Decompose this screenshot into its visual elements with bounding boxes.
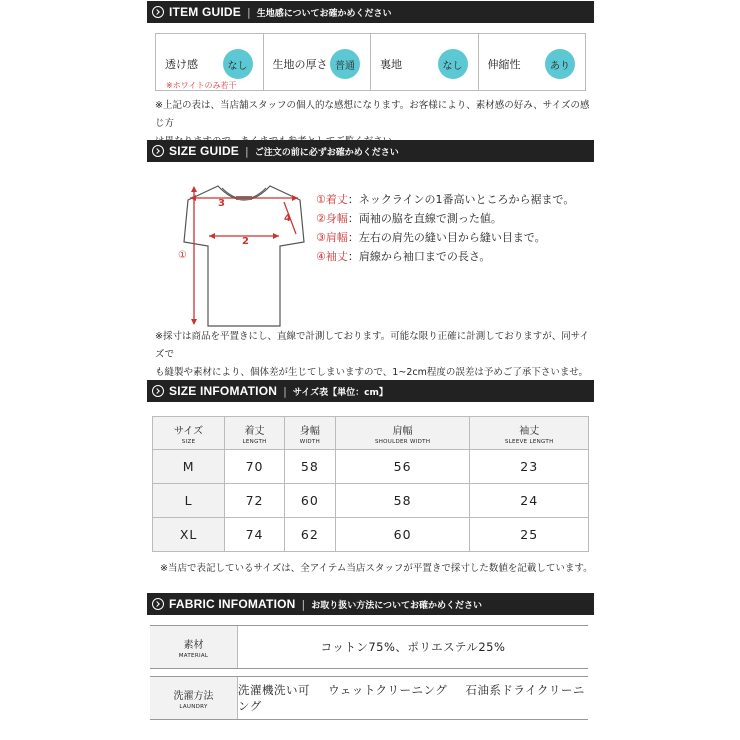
section-subtitle: お取り扱い方法についてお確かめください [311,600,483,611]
size-guide-header: SIZE GUIDE | ご注文の前に必ずお確かめください [147,140,594,162]
note-line: も縫製や素材により、個体差が生じてしまいますので、1~2cm程度の誤差は予めご了承下さいませ。 [155,367,589,378]
guide-label: 伸縮性 [487,58,521,71]
measure-label-4: 4 [284,213,291,224]
material-row [150,625,588,669]
guide-note: ※ホワイトのみ若干 [166,81,237,90]
column-header: サイズ SIZE [153,417,225,450]
legend-item: ④袖丈：肩線から袖口までの長さ。 [316,250,491,263]
measurement-legend [316,190,574,266]
section-subtitle: 生地感についてお確かめください [256,8,392,19]
table-cell: 70 [225,450,285,484]
table-cell: XL [153,518,225,552]
column-header: 着丈 LENGTH [225,417,285,450]
laundry-row [150,676,588,720]
column-header: 身幅 WIDTH [284,417,335,450]
table-cell: 58 [284,450,335,484]
measure-label-1: ① [178,250,187,261]
guide-cell-thickness [264,34,372,90]
chevron-circle-icon [152,145,164,157]
item-guide-header: ITEM GUIDE | 生地感についてお確かめください [147,1,594,23]
guide-cell-stretch [479,34,586,90]
column-header: 肩幅 SHOULDER WIDTH [335,417,470,450]
material-value: コットン75%、ポリエステル25% [320,640,506,654]
note-line: ※上記の表は、当店舗スタッフの個人的な感想になります。お客様により、素材感の好み、サイズの感じ方 [155,100,590,129]
table-cell: L [153,484,225,518]
table-cell: 24 [470,484,589,518]
tshirt-diagram [172,180,307,330]
table-cell: 62 [284,518,335,552]
size-guide-note [155,328,595,382]
section-subtitle: ご注文の前に必ずお確かめください [254,147,399,158]
size-table [152,416,589,552]
section-title: FABRIC INFOMATION [169,597,296,611]
note-line: ※当店で表記しているサイズは、全アイテム当店スタッフが平置きで採寸した数値を記載しています。 [160,563,593,574]
guide-cell-lining [371,34,479,90]
measure-label-3: 3 [218,198,225,209]
note-line: ※採寸は商品を平置きにし、直線で計測しております。可能な限り正確に計測しておりますが、同サイズで [155,331,590,360]
guide-badge: なし [223,49,253,79]
section-title: ITEM GUIDE [169,5,242,19]
section-title: SIZE GUIDE [169,144,240,158]
guide-badge: なし [438,49,468,79]
table-cell: 23 [470,450,589,484]
item-guide-table [155,33,586,91]
table-row [153,450,589,484]
table-header-row [153,417,589,450]
legend-item: ③肩幅：左右の肩先の縫い目から縫い目まで。 [316,231,546,244]
chevron-circle-icon [152,385,164,397]
chevron-circle-icon [152,6,164,18]
guide-cell-transparency [156,34,264,90]
table-cell: 74 [225,518,285,552]
table-cell: 72 [225,484,285,518]
guide-badge: あり [545,49,575,79]
section-subtitle: サイズ表【単位：cm】 [292,387,388,398]
size-info-note [160,560,600,578]
table-cell: 58 [335,484,470,518]
table-cell: 60 [284,484,335,518]
guide-label: 透け感 [165,58,198,71]
table-cell: 56 [335,450,470,484]
guide-label: 生地の厚さ [272,58,328,71]
laundry-value: 洗濯機洗い可 ウェットクリーニング 石油系ドライクリーニング [238,683,585,713]
fabric-info-header: FABRIC INFOMATION | お取り扱い方法についてお確かめください [147,593,594,615]
table-cell: 25 [470,518,589,552]
chevron-circle-icon [152,598,164,610]
section-title: SIZE INFOMATION [169,384,278,398]
legend-item: ①着丈：ネックラインの1番高いところから裾まで。 [316,193,575,206]
table-row [153,484,589,518]
guide-label: 裏地 [380,58,402,71]
measure-label-2: 2 [242,236,249,247]
table-cell: M [153,450,225,484]
laundry-label: 洗濯方法 LAUNDRY [150,677,238,719]
material-label: 素材 MATERIAL [150,626,238,668]
table-row [153,518,589,552]
guide-badge: 普通 [330,49,360,79]
size-info-header: SIZE INFOMATION | サイズ表【単位：cm】 [147,380,594,402]
legend-item: ②身幅：両袖の脇を直線で測った値。 [316,212,502,225]
column-header: 袖丈 SLEEVE LENGTH [470,417,589,450]
table-cell: 60 [335,518,470,552]
